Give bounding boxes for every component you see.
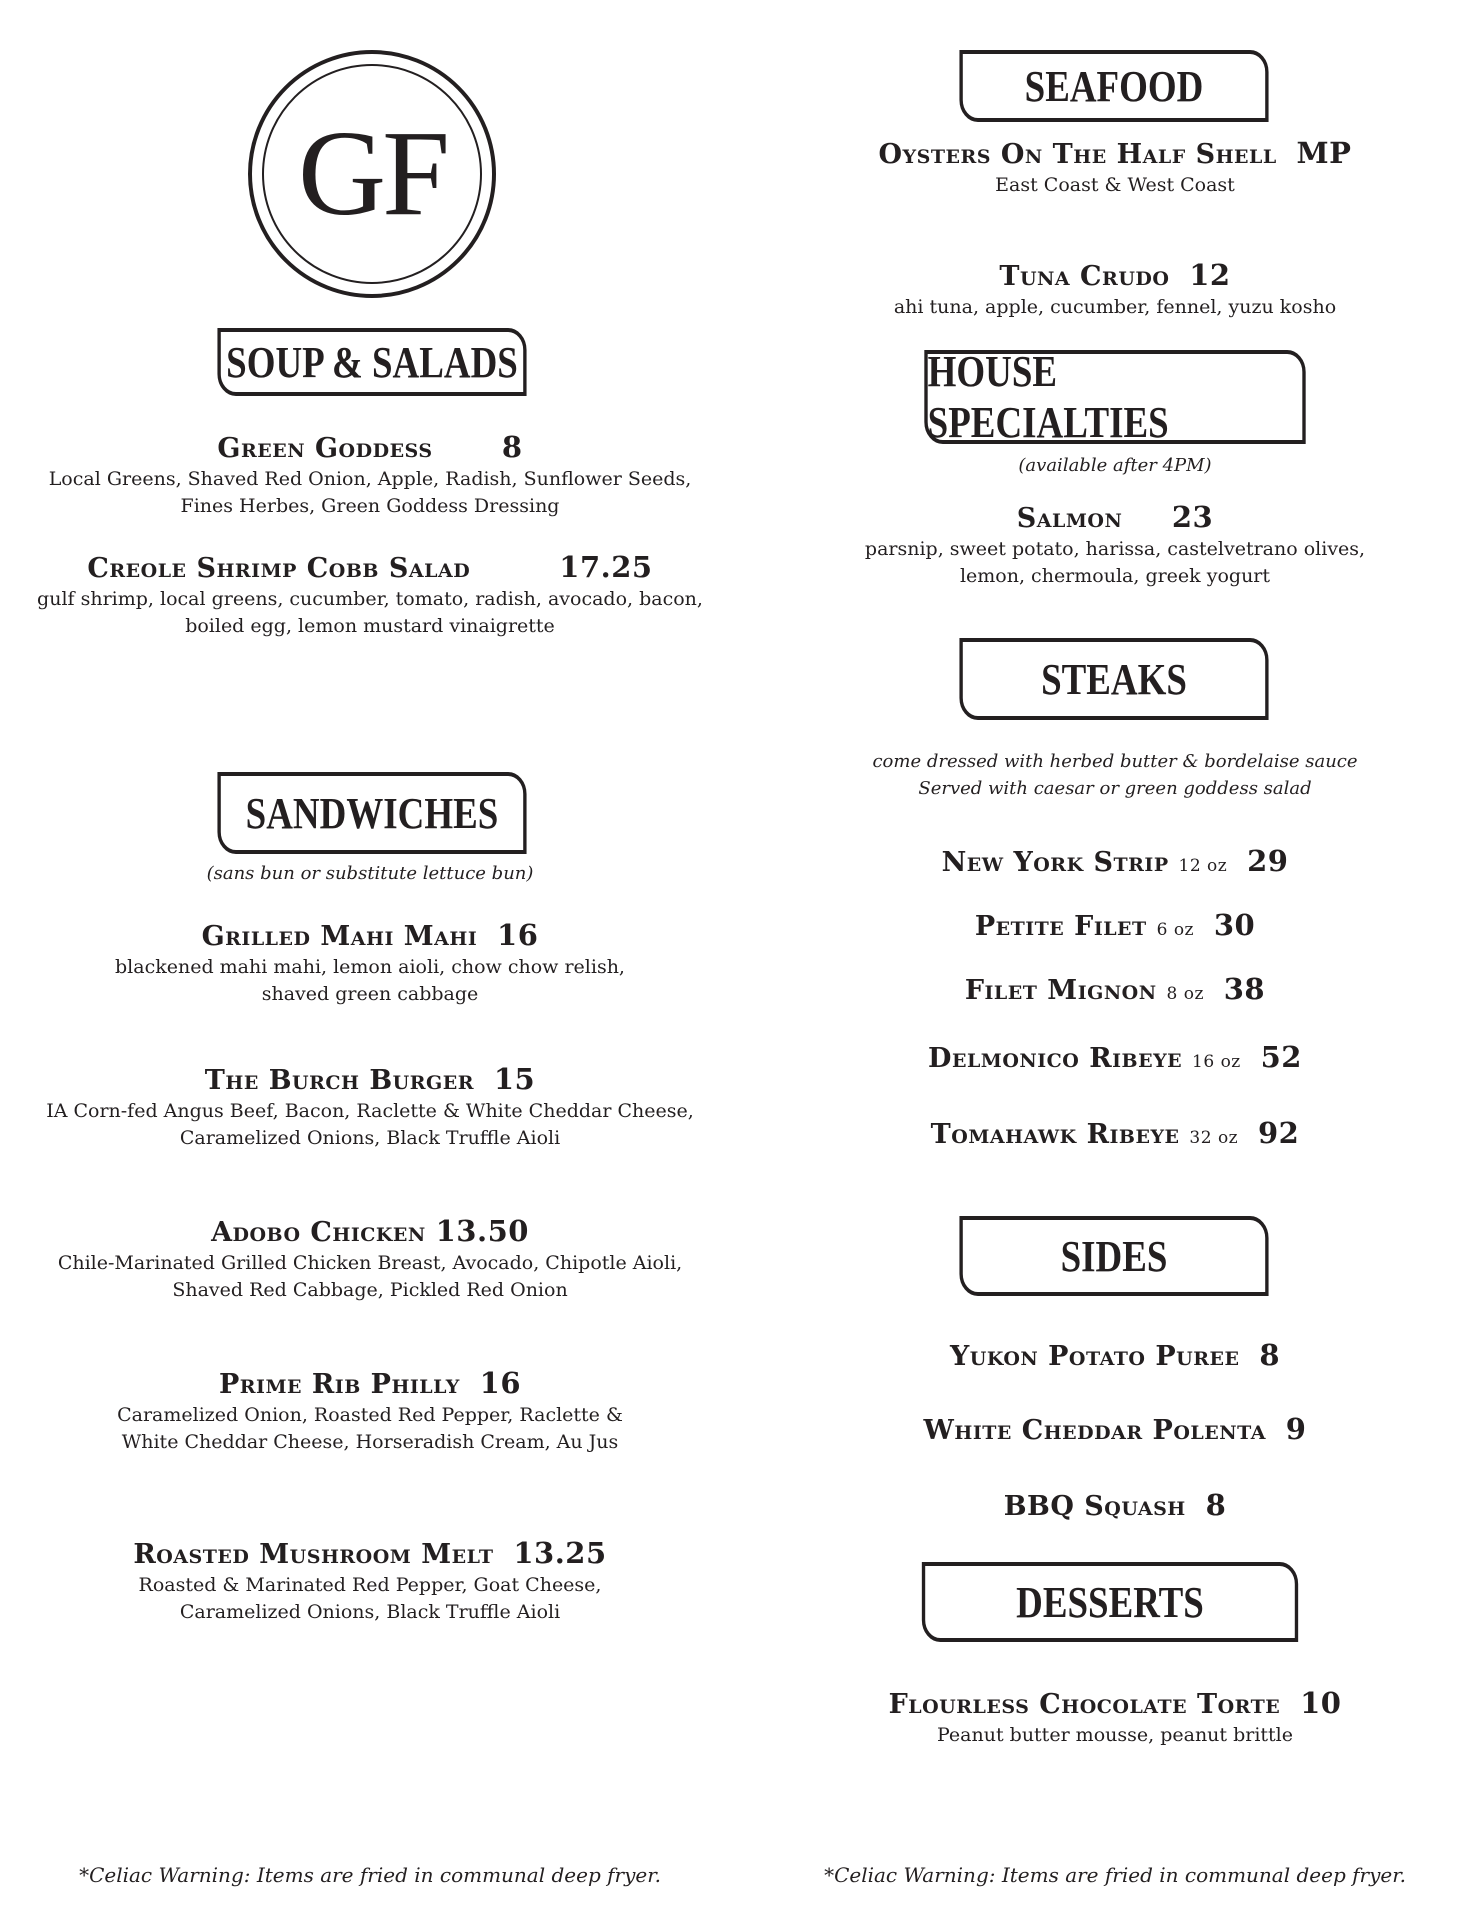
item-title: Grilled Mahi Mahi 16	[201, 918, 539, 952]
item-title: Roasted Mushroom Melt 13.25	[133, 1536, 607, 1570]
logo-text: GF	[262, 64, 482, 284]
menu-item-green-goddess	[20, 430, 720, 520]
menu-item-tomahawk-ribeye	[760, 1116, 1470, 1155]
sandwiches-note: (sans bun or substitute lettuce bun)	[206, 863, 534, 884]
menu-item-prime-rib-philly	[20, 1366, 720, 1456]
item-description: Fines Herbes, Green Goddess Dressing	[180, 495, 560, 517]
celiac-warning-left: *Celiac Warning: Items are fried in communal deep fryer.	[79, 1863, 661, 1887]
item-description: Peanut butter mousse, peanut brittle	[937, 1724, 1293, 1746]
steaks-note-line: come dressed with herbed butter & bordelaise sauce	[872, 751, 1358, 772]
item-title: New York Strip 12 oz 29	[941, 844, 1289, 878]
menu-item-grilled-mahi-mahi	[20, 918, 720, 1008]
item-title: Tomahawk Ribeye 32 oz 92	[930, 1116, 1300, 1150]
menu-item-oysters	[760, 136, 1470, 199]
item-title: White Cheddar Polenta 9	[923, 1412, 1307, 1446]
steaks-note	[760, 748, 1470, 802]
house-specialties-note: (available after 4PM)	[1018, 455, 1212, 476]
menu-item-tuna-crudo	[760, 258, 1470, 321]
item-description: Caramelized Onion, Roasted Red Pepper, Raclette &	[117, 1404, 623, 1426]
item-title: Filet Mignon 8 oz 38	[964, 972, 1266, 1006]
item-description: Roasted & Marinated Red Pepper, Goat Cheese,	[138, 1574, 602, 1596]
celiac-warning-right: *Celiac Warning: Items are fried in communal deep fryer.	[824, 1863, 1406, 1887]
item-title: The Burch Burger 15	[204, 1062, 536, 1096]
menu-item-salmon	[760, 500, 1470, 590]
item-description: parsnip, sweet potato, harissa, castelvetrano olives,	[864, 538, 1366, 560]
item-title: Petite Filet 6 oz 30	[974, 908, 1256, 942]
item-title: Adobo Chicken 13.50	[211, 1214, 529, 1248]
item-description: White Cheddar Cheese, Horseradish Cream, Au Jus	[121, 1431, 619, 1453]
item-description: Caramelized Onions, Black Truffle Aioli	[179, 1601, 561, 1623]
menu-item-new-york-strip	[760, 844, 1470, 883]
menu-item-roasted-mushroom-melt	[20, 1536, 720, 1626]
section-header-sides: SIDES	[959, 1216, 1268, 1296]
menu-item-burch-burger	[20, 1062, 720, 1152]
item-description: Local Greens, Shaved Red Onion, Apple, Radish, Sunflower Seeds,	[48, 468, 692, 490]
section-header-seafood: SEAFOOD	[959, 50, 1268, 122]
menu-item-flourless-chocolate-torte	[760, 1686, 1470, 1749]
item-description: IA Corn-fed Angus Beef, Bacon, Raclette & White Cheddar Cheese,	[46, 1100, 694, 1122]
menu-item-adobo-chicken	[20, 1214, 720, 1304]
item-title: Green Goddess 8	[217, 430, 523, 464]
item-title: Prime Rib Philly 16	[218, 1366, 522, 1400]
item-description: Caramelized Onions, Black Truffle Aioli	[179, 1127, 561, 1149]
item-title: Oysters On The Half Shell MP	[878, 136, 1352, 170]
gf-logo	[248, 50, 496, 298]
item-title: Salmon 23	[1016, 500, 1214, 534]
item-description: shaved green cabbage	[261, 983, 479, 1005]
item-title: Delmonico Ribeye 16 oz 52	[928, 1040, 1302, 1074]
section-header-soup-salads: SOUP & SALADS	[217, 328, 526, 396]
menu-item-creole-shrimp-cobb	[20, 550, 720, 640]
item-description: boiled egg, lemon mustard vinaigrette	[185, 615, 555, 637]
section-header-sandwiches: SANDWICHES	[217, 772, 526, 854]
section-header-house-specialties: HOUSE SPECIALTIES	[924, 350, 1305, 444]
item-title: Creole Shrimp Cobb Salad 17.25	[87, 550, 653, 584]
item-title: BBQ Squash 8	[1003, 1488, 1227, 1522]
item-title: Flourless Chocolate Torte 10	[888, 1686, 1342, 1720]
item-description: ahi tuna, apple, cucumber, fennel, yuzu kosho	[893, 296, 1337, 318]
menu-item-filet-mignon	[760, 972, 1470, 1011]
steaks-note-line: Served with caesar or green goddess salad	[918, 778, 1312, 799]
menu-item-white-cheddar-polenta	[760, 1412, 1470, 1448]
menu-item-petite-filet	[760, 908, 1470, 947]
menu-item-yukon-potato-puree	[760, 1338, 1470, 1374]
item-title: Tuna Crudo 12	[999, 258, 1231, 292]
menu-item-bbq-squash	[760, 1488, 1470, 1524]
menu-item-delmonico-ribeye	[760, 1040, 1470, 1079]
item-description: Shaved Red Cabbage, Pickled Red Onion	[172, 1279, 568, 1301]
item-description: gulf shrimp, local greens, cucumber, tomato, radish, avocado, bacon,	[37, 588, 703, 610]
item-description: Chile-Marinated Grilled Chicken Breast, Avocado, Chipotle Aioli,	[57, 1252, 683, 1274]
section-header-steaks: STEAKS	[959, 638, 1268, 720]
item-description: blackened mahi mahi, lemon aioli, chow chow relish,	[115, 956, 625, 978]
section-header-desserts: DESSERTS	[922, 1562, 1298, 1642]
item-description: East Coast & West Coast	[995, 174, 1235, 196]
item-title: Yukon Potato Puree 8	[949, 1338, 1281, 1372]
item-description: lemon, chermoula, greek yogurt	[959, 565, 1271, 587]
